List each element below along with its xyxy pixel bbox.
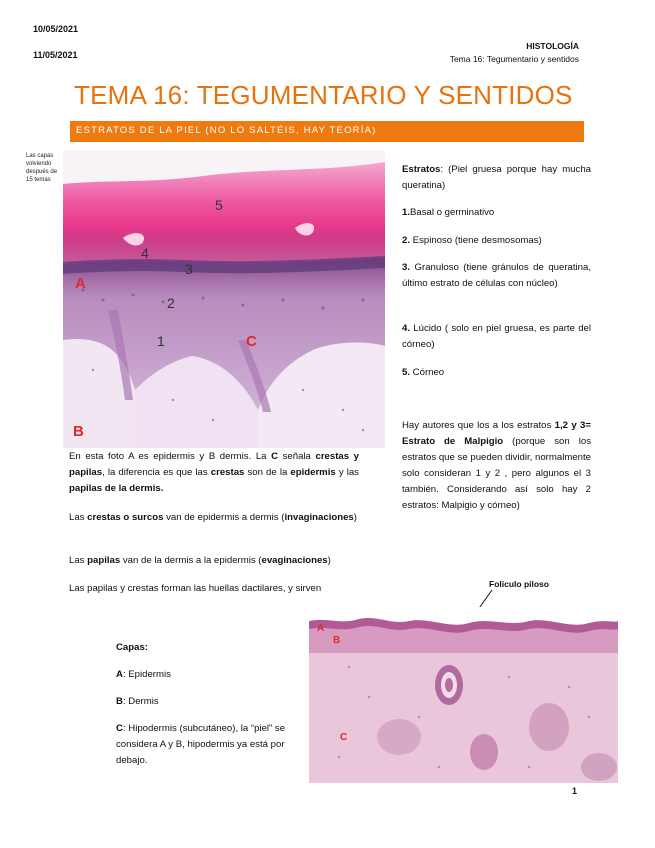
p3-a: Las xyxy=(69,555,88,566)
p1-e: , la diferencia es que las xyxy=(102,467,211,478)
p2-a: Las xyxy=(69,512,88,523)
estrato-4-num: 4. xyxy=(402,323,411,334)
estrato-5-num: 5. xyxy=(402,367,411,378)
estratos-intro xyxy=(402,162,591,194)
estrato-4-text: Lúcido ( solo en piel gruesa, es parte del córneo) xyxy=(402,323,591,350)
p1-g: son de la xyxy=(244,467,291,478)
estrato-5-text: Córneo xyxy=(410,367,445,378)
p1-b: C xyxy=(271,451,279,462)
malpigio-pre: Hay autores que los a los estratos xyxy=(402,420,555,431)
p1-j: papilas de la dermis. xyxy=(69,483,164,494)
malpigio-post: (porque son los estratos que se pueden dividir, normalmente solo consideran 1 y 2 , pero algunos el 3 también. Considerando así solo hay 2 estratos: Malpigio y córneo) xyxy=(402,436,591,511)
p1-c: señala xyxy=(278,451,316,462)
capa-c-text: : Hipodermis (subcutáneo), la “piel” se considera A y B, hipodermis ya está por debajo. xyxy=(116,723,286,766)
date-1: 10/05/2021 xyxy=(33,24,79,34)
capas-heading-text: Capas: xyxy=(116,642,148,653)
estrato-3 xyxy=(402,260,591,292)
p2-e: ) xyxy=(353,512,357,523)
capa-a-text: : Epidermis xyxy=(122,669,171,680)
paragraph-huellas: Las papilas y crestas forman las huellas dactilares, y sirven xyxy=(69,583,322,594)
micro2-label-C: C xyxy=(340,732,348,743)
qr-note: Las capas volviendo después de 15 temas xyxy=(26,153,58,183)
capa-b-text: : Dermis xyxy=(122,696,159,707)
estrato-1-text: Basal o germinativo xyxy=(410,207,495,218)
estrato-1-num: 1. xyxy=(402,207,411,218)
date-2: 11/05/2021 xyxy=(33,50,78,60)
capa-a-label: A xyxy=(116,669,123,680)
label-A: A xyxy=(75,275,86,292)
label-1: 1 xyxy=(157,333,165,349)
header-right xyxy=(329,40,579,66)
p2-c: van de epidermis a dermis ( xyxy=(163,512,285,523)
p1-d: crestas y papilas xyxy=(69,451,360,478)
label-5: 5 xyxy=(215,197,223,213)
label-C: C xyxy=(246,333,257,350)
topic: Tema 16: Tegumentario y sentidos xyxy=(449,54,579,64)
p3-c: van de la dermis a la epidermis ( xyxy=(120,555,262,566)
p1-f: crestas xyxy=(210,467,245,478)
micro2-label-B: B xyxy=(333,635,341,646)
malpigio-bold: 1,2 y 3= Estrato de Malpigio xyxy=(402,420,591,447)
label-B: B xyxy=(73,423,84,440)
estrato-2-num: 2. xyxy=(402,235,411,246)
page-number: 1 xyxy=(572,786,578,796)
capa-c-label: C xyxy=(116,723,123,734)
malpigio-paragraph xyxy=(402,418,591,514)
p3-e: ) xyxy=(327,555,331,566)
capa-b xyxy=(116,694,306,710)
p1-h: epidermis xyxy=(290,467,336,478)
p1-i: y las xyxy=(335,467,359,478)
p2-b: crestas o surcos xyxy=(87,512,164,523)
skin-micrograph-thick xyxy=(63,150,385,448)
estrato-3-text: Granuloso (tiene gránulos de queratina, último estrato de células con núcleo) xyxy=(402,262,591,289)
label-4: 4 xyxy=(141,245,149,261)
p2-d: invaginaciones xyxy=(284,512,354,523)
estrato-2 xyxy=(402,233,591,249)
follicle-label: Folículo piloso xyxy=(489,579,549,589)
paragraph-crestas xyxy=(69,510,359,526)
capa-c xyxy=(116,721,306,769)
skin-micrograph-thin xyxy=(309,607,618,783)
paragraph-crestas-papilas xyxy=(69,449,359,497)
paragraph-papilas xyxy=(69,553,369,569)
estratos-label: Estratos xyxy=(402,164,441,175)
estrato-4 xyxy=(402,321,591,353)
capas-heading xyxy=(116,640,306,656)
capa-b-label: B xyxy=(116,696,123,707)
p3-d: evaginaciones xyxy=(261,555,328,566)
estratos-text: : (Piel gruesa porque hay mucha queratina) xyxy=(402,164,591,191)
p3-b: papilas xyxy=(87,555,121,566)
subject: HISTOLOGÍA xyxy=(526,41,579,51)
label-3: 3 xyxy=(185,261,193,277)
estrato-1 xyxy=(402,205,591,221)
estrato-3-num: 3. xyxy=(402,262,411,273)
micro2-label-A: A xyxy=(317,623,325,634)
estrato-2-text: Espinoso (tiene desmosomas) xyxy=(410,235,542,246)
estrato-5 xyxy=(402,365,591,381)
label-2: 2 xyxy=(167,295,175,311)
p1-a: En esta foto A es epidermis y B dermis. La xyxy=(69,451,272,462)
section-bar: ESTRATOS DE LA PIEL (NO LO SALTÉIS, HAY TEORÍA) xyxy=(70,121,584,142)
capa-a xyxy=(116,667,306,683)
page-title: TEMA 16: TEGUMENTARIO Y SENTIDOS xyxy=(74,80,573,110)
